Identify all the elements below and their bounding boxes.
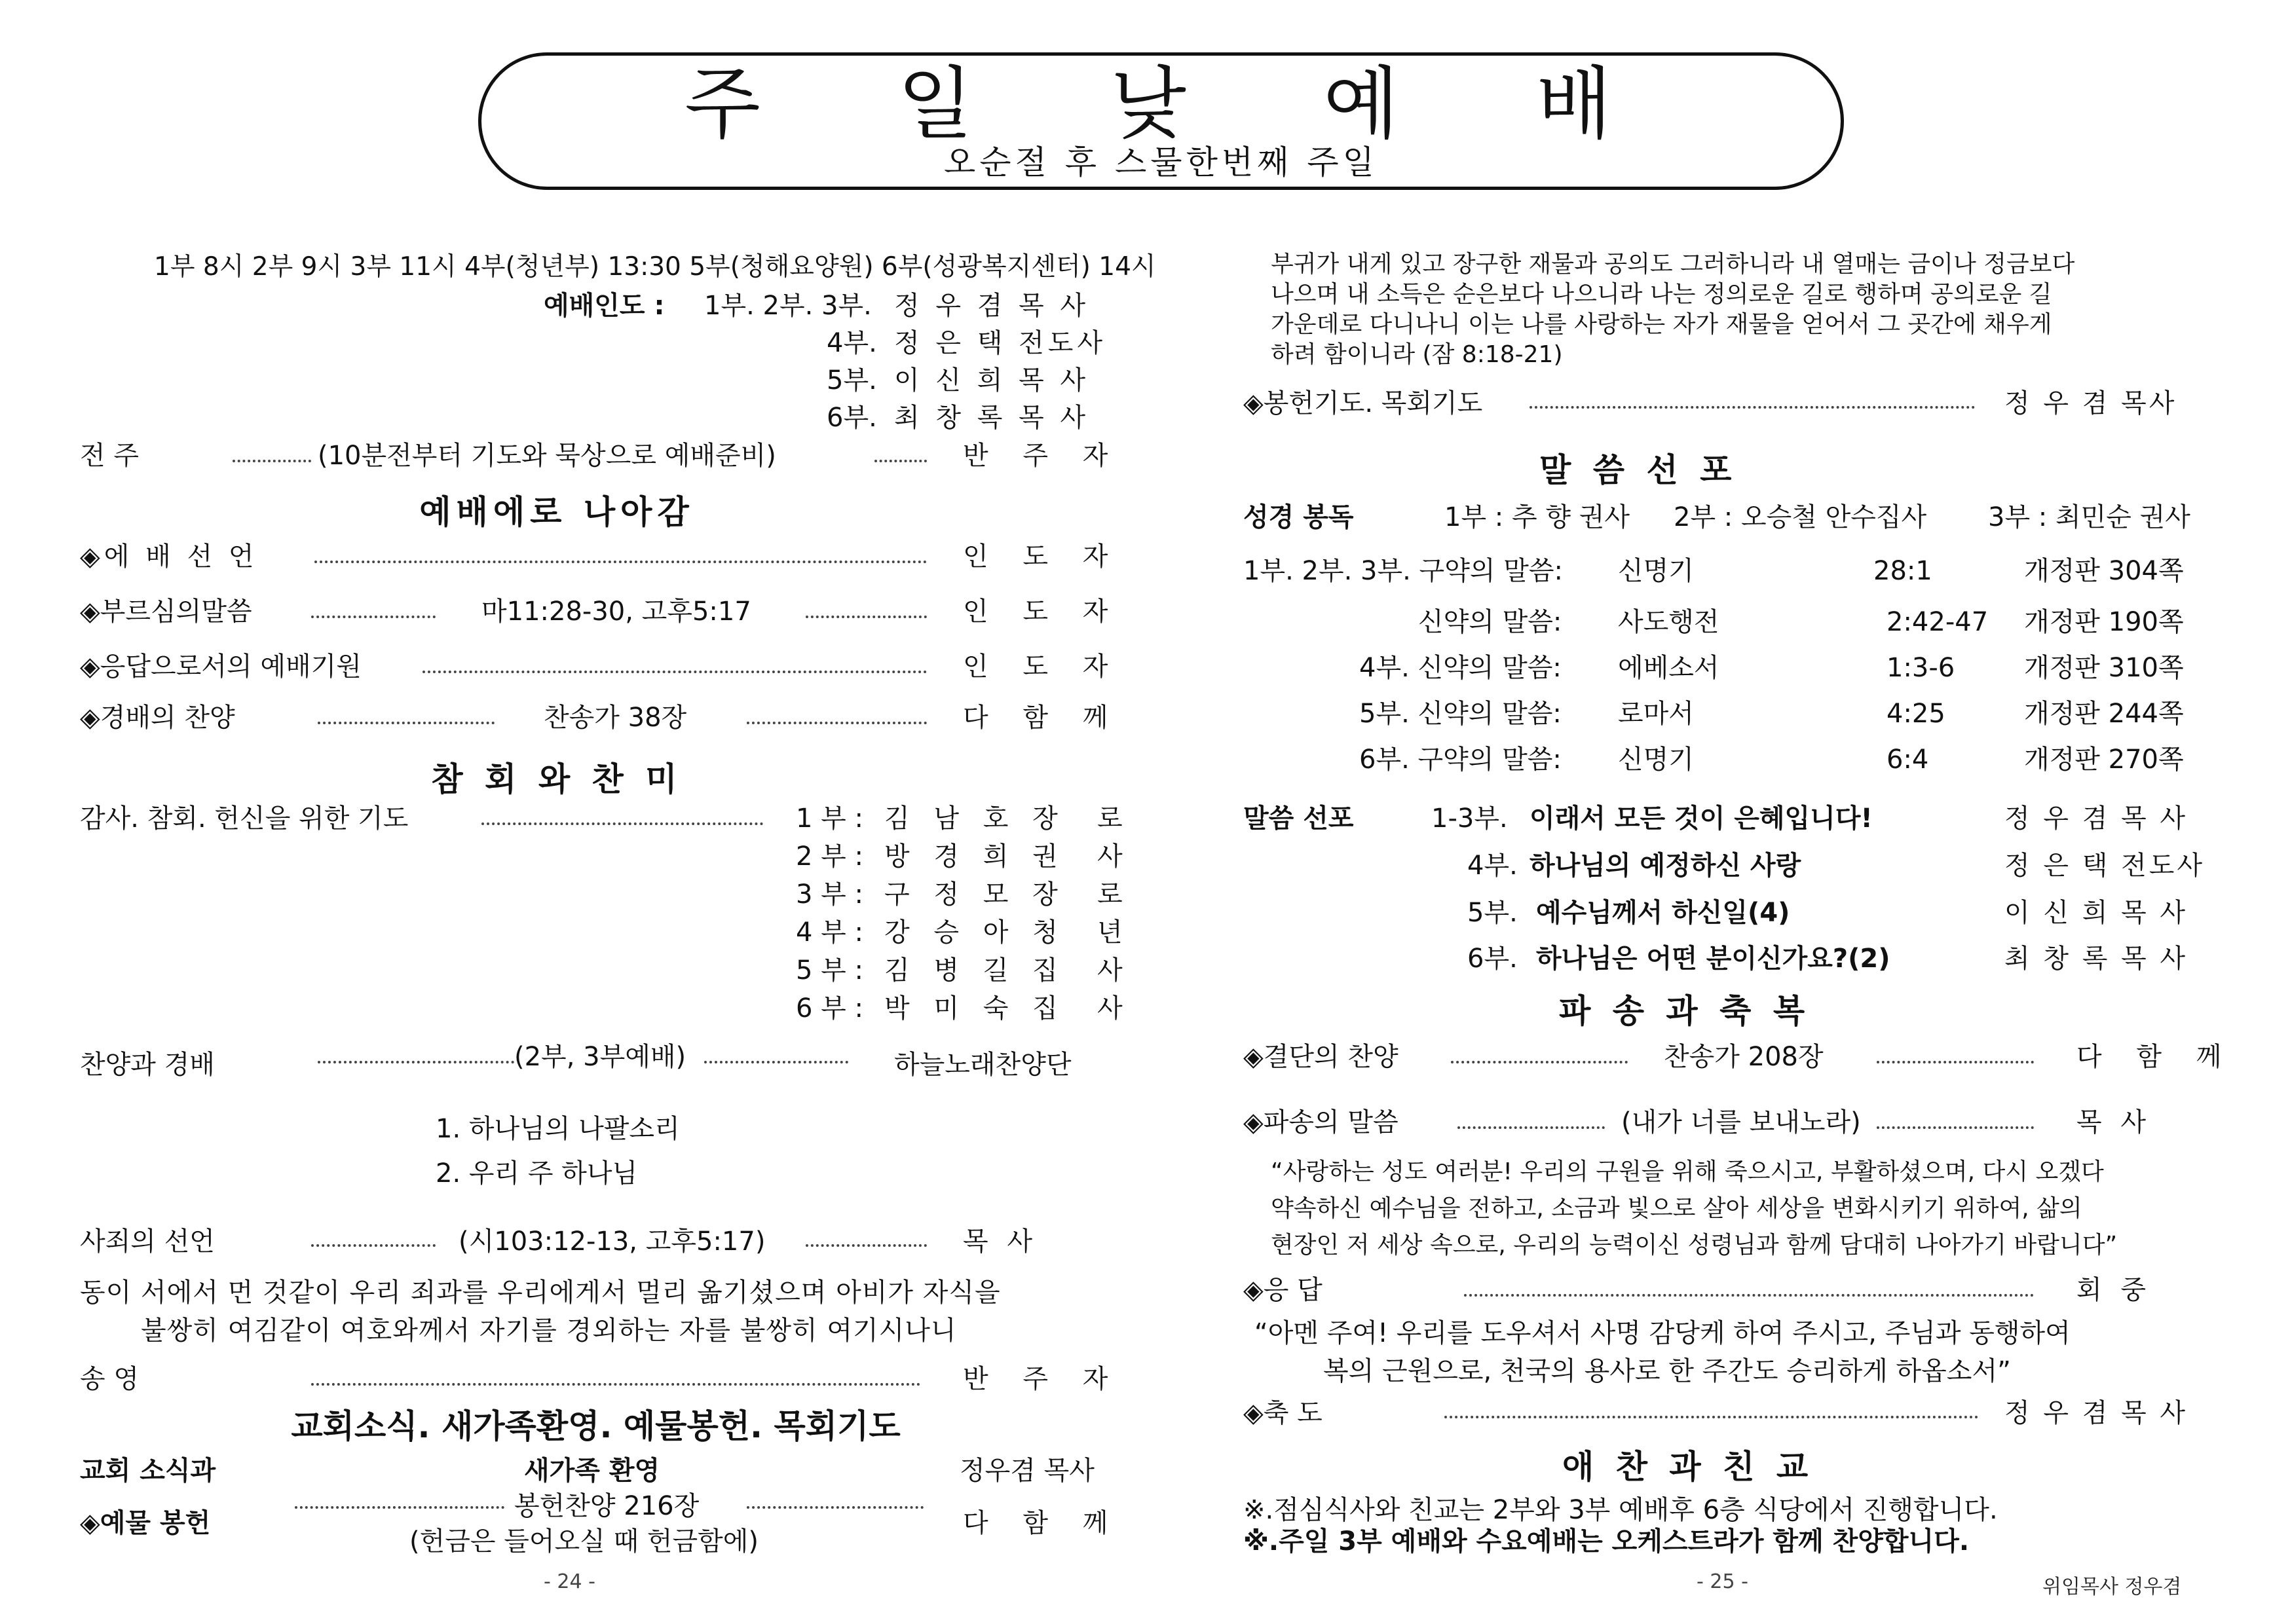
scripture-page-2: 개정판 190쪽 xyxy=(2024,607,2184,637)
response-line-1: “아멘 주여! 우리를 도우셔서 사명 감당케 하여 주시고, 주님과 동행하여 xyxy=(1254,1318,2071,1348)
sermon-who-1: 정 우 겸 목 사 xyxy=(2004,803,2188,834)
sending-line-1: “사랑하는 성도 여러분! 우리의 구원을 위해 죽으시고, 부활하셨으며, 다시 오겠다 xyxy=(1271,1158,2104,1185)
sending-line-2: 약속하신 예수님을 전하고, 소금과 빛으로 살아 세상을 변화시키기 위하여, 삶의 xyxy=(1271,1195,2082,1222)
prayer-role-2: 사 xyxy=(1097,841,1123,872)
prayer-name-5: 김 병 길 집 xyxy=(884,955,1066,986)
scripture-ref-3: 1:3-6 xyxy=(1886,653,1955,683)
absolution-who: 목 사 xyxy=(963,1227,1038,1257)
song-1: 1. 하나님의 나팔소리 xyxy=(436,1114,680,1144)
prayer-name-1: 김 남 호 장 xyxy=(884,803,1066,834)
scripture-part-5: 6부. 구약의 말씀: xyxy=(1359,745,1562,775)
absolution-verse-2: 불쌍히 여김같이 여호와께서 자기를 경외하는 자를 불쌍히 여기시나니 xyxy=(141,1316,957,1346)
prayer-part-6: 6 부 : xyxy=(796,993,863,1024)
response-label: ◈응 답 xyxy=(1243,1275,1323,1305)
leader-name-3: 이 신 희 목 사 xyxy=(894,365,1090,396)
scripture-page-5: 개정판 270쪽 xyxy=(2024,745,2184,775)
response-line-2: 복의 근원으로, 천국의 용사로 한 주간도 승리하게 하옵소서” xyxy=(1323,1356,2011,1386)
proverbs-line-2: 나으며 내 소득은 순은보다 나으니라 나는 정의로운 길로 행하며 공의로운 길 xyxy=(1271,281,2052,308)
title-char-5: 배 xyxy=(1536,59,1612,150)
section-title-word: 말 씀 선 포 xyxy=(1539,451,1737,489)
scripture-book-1: 신명기 xyxy=(1618,556,1694,586)
praise-hymn-number: 찬송가 38장 xyxy=(544,703,687,733)
sermon-part-3: 5부. xyxy=(1467,898,1518,928)
prayer-part-3: 3 부 : xyxy=(796,879,863,910)
offering-who: 다 함 께 xyxy=(963,1508,1121,1538)
prayer-name-3: 구 정 모 장 xyxy=(884,879,1066,910)
proverbs-line-1: 부귀가 내게 있고 장구한 재물과 공의도 그러하니라 내 열매는 금이나 정금보다 xyxy=(1271,251,2075,278)
sending-word-label: ◈파송의 말씀 xyxy=(1243,1107,1398,1137)
praise-hymn-who: 다 함 께 xyxy=(963,703,1121,733)
prayer-role-6: 사 xyxy=(1097,993,1123,1024)
prelude-desc: (10분전부터 기도와 묵상으로 예배준비) xyxy=(318,441,776,471)
scripture-book-3: 에베소서 xyxy=(1618,653,1719,683)
page-number-left: - 24 - xyxy=(544,1570,595,1593)
call-to-worship-label: ◈에 배 선 언 xyxy=(80,542,258,572)
service-schedule: 1부 8시 2부 9시 3부 11시 4부(청년부) 13:30 5부(청해요양원) 6부(성광복지센터) 14시 xyxy=(154,252,1156,282)
sermon-label: 말씀 선포 xyxy=(1243,803,1354,834)
praise-worship-label: 찬양과 경배 xyxy=(80,1050,215,1080)
prelude-who: 반 주 자 xyxy=(963,441,1121,471)
title-char-3: 낮 xyxy=(1110,59,1186,150)
scripture-page-4: 개정판 244쪽 xyxy=(2024,699,2184,729)
absolution-ref: (시103:12-13, 고후5:17) xyxy=(459,1227,766,1257)
doxology-label: 송 영 xyxy=(80,1364,139,1394)
reading-label: 성경 봉독 xyxy=(1243,502,1354,532)
leader-part-3: 5부. xyxy=(827,365,877,396)
title-char-4: 예 xyxy=(1323,59,1399,150)
leader-name-2: 정 은 택 전도사 xyxy=(894,328,1106,358)
doxology-who: 반 주 자 xyxy=(963,1364,1121,1394)
note-orchestra: ※.주일 3부 예배와 수요예배는 오케스트라가 함께 찬양합니다. xyxy=(1243,1526,1970,1557)
church-news-who: 정우겸 목사 xyxy=(960,1456,1095,1486)
calling-word-who: 인 도 자 xyxy=(963,597,1121,627)
prayer-role-5: 사 xyxy=(1097,955,1123,986)
sermon-title-4: 하나님은 어떤 분이신가요?(2) xyxy=(1536,944,1890,974)
scripture-book-2: 사도행전 xyxy=(1618,607,1719,637)
prayer-name-4: 강 승 아 청 xyxy=(884,917,1066,948)
prayer-label: 감사. 참회. 헌신을 위한 기도 xyxy=(80,803,409,834)
leader-name-4: 최 창 록 목 사 xyxy=(894,403,1090,433)
sermon-who-3: 이 신 희 목 사 xyxy=(2004,898,2188,928)
prayer-name-6: 박 미 숙 집 xyxy=(884,993,1066,1024)
scripture-ref-1: 28:1 xyxy=(1873,556,1932,586)
section-title-fellowship: 애 찬 과 친 교 xyxy=(1562,1448,1814,1486)
sermon-title-2: 하나님의 예정하신 사랑 xyxy=(1530,851,1801,881)
prayer-part-2: 2 부 : xyxy=(796,841,863,872)
section-title-sending: 파 송 과 축 복 xyxy=(1559,992,1811,1030)
sending-word-title: (내가 너를 보내노라) xyxy=(1621,1107,1861,1137)
offering-label: ◈예물 봉헌 xyxy=(80,1508,211,1538)
absolution-verse-1: 동이 서에서 먼 것같이 우리 죄과를 우리에게서 멀리 옮기셨으며 아비가 자식을 xyxy=(80,1278,1001,1308)
sending-word-who: 목 사 xyxy=(2076,1107,2151,1137)
scripture-book-4: 로마서 xyxy=(1618,699,1694,729)
benediction-who: 정 우 겸 목 사 xyxy=(2004,1398,2188,1428)
reading-part-1: 1부 : 추 향 권사 xyxy=(1444,502,1630,532)
scripture-part-3: 4부. 신약의 말씀: xyxy=(1359,653,1562,683)
church-news-label: 교회 소식과 xyxy=(80,1456,216,1486)
absolution-label: 사죄의 선언 xyxy=(80,1227,215,1257)
leader-part-4: 6부. xyxy=(827,403,877,433)
scripture-part-1: 1부. 2부. 3부. 구약의 말씀: xyxy=(1243,556,1563,586)
sermon-part-2: 4부. xyxy=(1467,851,1518,881)
resolve-hymn-who: 다 함 께 xyxy=(2076,1042,2235,1072)
sending-line-3: 현장인 저 세상 속으로, 우리의 능력이신 성령님과 함께 담대히 나아가기 바랍니다” xyxy=(1271,1232,2118,1259)
sermon-title-3: 예수님께서 하신일(4) xyxy=(1536,898,1790,928)
reading-part-3: 3부 : 최민순 권사 xyxy=(1988,502,2190,532)
leaders-label: 예배인도 : xyxy=(544,291,665,321)
new-family-label: 새가족 환영 xyxy=(524,1456,660,1486)
praise-worship-note: (2부, 3부예배) xyxy=(514,1042,686,1072)
reading-part-2: 2부 : 오승철 안수집사 xyxy=(1674,502,1927,532)
prayer-part-5: 5 부 : xyxy=(796,955,863,986)
resolve-hymn-label: ◈결단의 찬양 xyxy=(1243,1042,1398,1072)
scripture-ref-5: 6:4 xyxy=(1886,745,1929,775)
offer-prayer-label: ◈봉헌기도. 목회기도 xyxy=(1243,388,1483,418)
prayer-role-4: 년 xyxy=(1097,917,1123,948)
leader-part-2: 4부. xyxy=(827,328,877,358)
footer-pastor: 위임목사 정우겸 xyxy=(2042,1576,2182,1598)
calling-word-ref: 마11:28-30, 고후5:17 xyxy=(481,597,751,627)
scripture-page-1: 개정판 304쪽 xyxy=(2024,556,2184,586)
prayer-part-1: 1 부 : xyxy=(796,803,863,834)
scripture-part-4: 5부. 신약의 말씀: xyxy=(1359,699,1562,729)
sermon-who-4: 최 창 록 목 사 xyxy=(2004,944,2188,974)
sermon-part-1: 1-3부. xyxy=(1431,803,1508,834)
prayer-part-4: 4 부 : xyxy=(796,917,863,948)
note-lunch: ※.점심식사와 친교는 2부와 3부 예배후 6층 식당에서 진행합니다. xyxy=(1243,1495,1998,1525)
scripture-part-2: 신약의 말씀: xyxy=(1418,607,1562,637)
prayer-role-3: 로 xyxy=(1097,879,1123,910)
song-2: 2. 우리 주 하나님 xyxy=(436,1158,638,1189)
resolve-hymn-number: 찬송가 208장 xyxy=(1664,1042,1824,1072)
page-subtitle: 오순절 후 스물한번째 주일 xyxy=(944,143,1378,181)
offer-prayer-who: 정 우 겸 목사 xyxy=(2004,388,2177,418)
scripture-page-3: 개정판 310쪽 xyxy=(2024,653,2184,683)
proverbs-line-3: 가운데로 다니나니 이는 나를 사랑하는 자가 재물을 얻어서 그 곳간에 채우게 xyxy=(1271,311,2052,338)
prayer-role-1: 로 xyxy=(1097,803,1123,834)
benediction-label: ◈축 도 xyxy=(1243,1398,1323,1428)
leader-name-1: 정 우 겸 목 사 xyxy=(894,291,1090,321)
page-number-right: - 25 - xyxy=(1697,1570,1748,1593)
title-char-2: 일 xyxy=(897,59,973,150)
scripture-ref-4: 4:25 xyxy=(1886,699,1945,729)
page-title xyxy=(478,59,1844,150)
prelude-label: 전 주 xyxy=(80,441,139,471)
sermon-who-2: 정 은 택 전도사 xyxy=(2004,851,2205,881)
offering-note: (헌금은 들어오실 때 헌금함에) xyxy=(409,1526,759,1557)
sermon-title-1: 이래서 모든 것이 은혜입니다! xyxy=(1530,803,1873,834)
title-char-1: 주 xyxy=(685,59,760,150)
calling-word-label: ◈부르심의말씀 xyxy=(80,597,252,627)
proverbs-line-4: 하려 함이니라 (잠 8:18-21) xyxy=(1271,341,1563,368)
offering-hymn: 봉헌찬양 216장 xyxy=(514,1491,700,1521)
invocation-who: 인 도 자 xyxy=(963,652,1121,682)
call-to-worship-who: 인 도 자 xyxy=(963,542,1121,572)
sermon-part-4: 6부. xyxy=(1467,944,1518,974)
invocation-label: ◈응답으로서의 예배기원 xyxy=(80,652,362,682)
prayer-name-2: 방 경 희 권 xyxy=(884,841,1066,872)
praise-hymn-label: ◈경배의 찬양 xyxy=(80,703,235,733)
response-who: 회 중 xyxy=(2076,1275,2151,1305)
section-title-repentance: 참 회 와 찬 미 xyxy=(431,760,683,798)
leader-part-1: 1부. 2부. 3부. xyxy=(704,291,872,321)
section-title-news: 교회소식. 새가족환영. 예물봉헌. 목회기도 xyxy=(291,1407,901,1445)
scripture-book-5: 신명기 xyxy=(1618,745,1694,775)
praise-worship-who: 하늘노래찬양단 xyxy=(894,1050,1072,1080)
scripture-ref-2: 2:42-47 xyxy=(1886,607,1989,637)
section-title-approach: 예배에로 나아감 xyxy=(419,493,694,531)
